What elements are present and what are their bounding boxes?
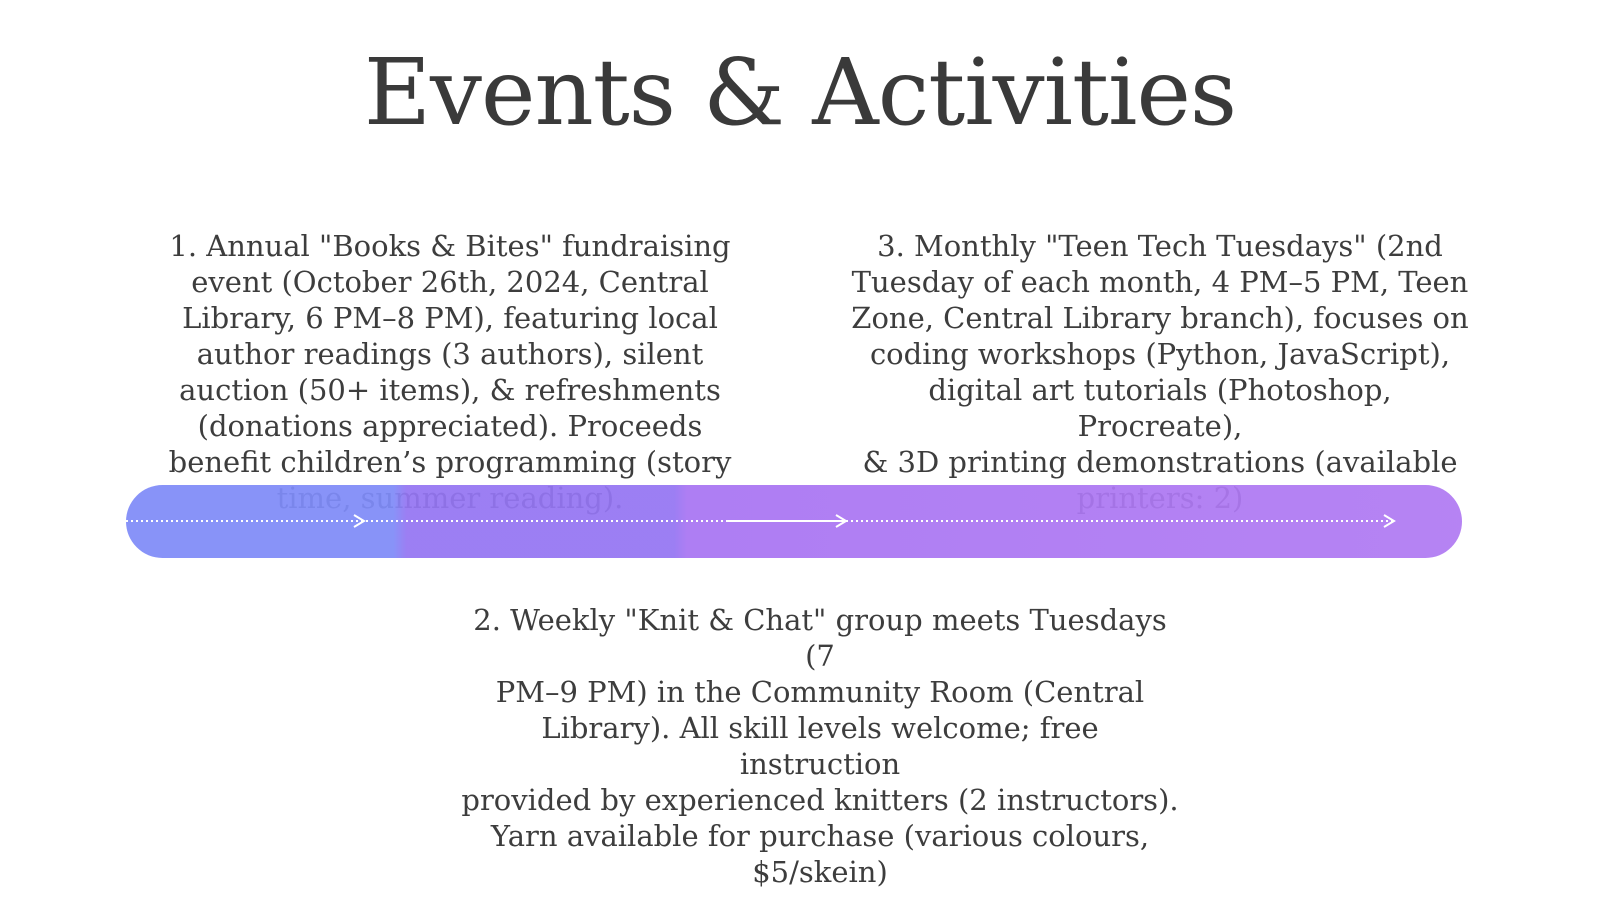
timeline-arrowhead-3 [1384, 515, 1394, 527]
event-1-description: 1. Annual "Books & Bites" fundraising event (October 26th, 2024, Central Library, 6 PM–8 PM), featuring local author readings (3 authors), silent auction (50+ items), & refreshments (donations appreciated). Proceeds benefit children’s programming (story [168, 229, 732, 479]
event-2-description: 2. Weekly "Knit & Chat" group meets Tuesdays (7 PM–9 PM) in the Community Room (Central Library). All skill levels welcome; free instruction provided by experienced knitters (2 instructors). Yarn available for purchase (various colours, $5/skein) [461, 603, 1179, 889]
slide-title: Events & Activities [363, 39, 1237, 146]
timeline-arrow-line [126, 485, 1462, 558]
timeline-arrows-graphic [126, 485, 1462, 558]
event-3-description: 3. Monthly "Teen Tech Tuesdays" (2nd Tuesday of each month, 4 PM–5 PM, Teen Zone, Central Library branch), focuses on coding workshops (Python, JavaScript), digital art tutorials (Photoshop, Procreate), & 3D printing demonstrations (available [851, 229, 1469, 479]
timeline-arrowhead-1 [354, 515, 364, 527]
